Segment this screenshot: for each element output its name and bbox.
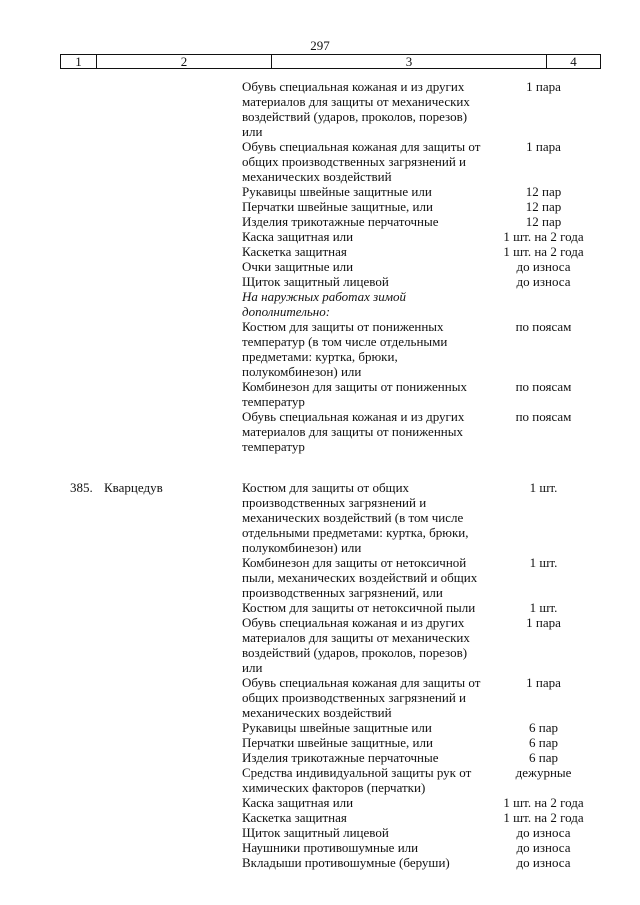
item-description: или — [242, 124, 263, 139]
item-description: материалов для защиты от пониженных — [242, 424, 463, 439]
header-col-1: 1 — [61, 55, 97, 68]
item-quantity: 1 шт. — [529, 600, 558, 615]
table-row — [0, 480, 640, 495]
table-row — [0, 735, 640, 750]
table-row — [0, 199, 640, 214]
table-row — [0, 765, 640, 780]
table-row — [0, 334, 640, 349]
item-description: Перчатки швейные защитные, или — [242, 735, 433, 750]
item-description: отдельными предметами: куртка, брюки, — [242, 525, 469, 540]
item-quantity: до износа — [516, 840, 571, 855]
item-description: Каска защитная или — [242, 229, 354, 244]
table-row — [0, 810, 640, 825]
item-description: Очки защитные или — [242, 259, 354, 274]
table-row — [0, 795, 640, 810]
item-description: Обувь специальная кожаная и из других — [242, 79, 465, 94]
item-description: Перчатки швейные защитные, или — [242, 199, 433, 214]
table-row — [0, 169, 640, 184]
table-row — [0, 645, 640, 660]
item-description: Каска защитная или — [242, 795, 354, 810]
item-description: химических факторов (перчатки) — [242, 780, 426, 795]
table-row — [0, 184, 640, 199]
item-quantity: до износа — [516, 259, 571, 274]
item-quantity: до износа — [516, 825, 571, 840]
item-quantity: 1 пара — [526, 615, 561, 630]
item-description: механических воздействий — [242, 705, 392, 720]
table-row — [0, 379, 640, 394]
table-row — [0, 244, 640, 259]
table-row — [0, 570, 640, 585]
item-description: материалов для защиты от механических — [242, 630, 470, 645]
item-description: Наушники противошумные или — [242, 840, 419, 855]
item-description: предметами: куртка, брюки, — [242, 349, 398, 364]
table-row — [0, 630, 640, 645]
item-quantity: 1 шт. на 2 года — [503, 810, 584, 825]
item-description: механических воздействий — [242, 169, 392, 184]
table-header — [60, 54, 601, 69]
profession-name: Кварцедув — [104, 480, 163, 495]
item-quantity: 1 пара — [526, 675, 561, 690]
item-quantity: по поясам — [515, 409, 572, 424]
item-quantity: 1 шт. — [529, 555, 558, 570]
table-row — [0, 319, 640, 334]
item-quantity: 1 пара — [526, 79, 561, 94]
table-row — [0, 660, 640, 675]
table-row — [0, 720, 640, 735]
table-row — [0, 840, 640, 855]
item-quantity: 1 шт. на 2 года — [503, 244, 584, 259]
table-row — [0, 394, 640, 409]
item-description: производственных загрязнений, или — [242, 585, 443, 600]
item-description: Вкладыши противошумные (беруши) — [242, 855, 450, 870]
header-col-2: 2 — [97, 55, 272, 68]
item-description: Изделия трикотажные перчаточные — [242, 214, 439, 229]
item-description: Рукавицы швейные защитные или — [242, 184, 432, 199]
item-quantity: 12 пар — [525, 214, 562, 229]
table-row — [0, 705, 640, 720]
item-description: температур — [242, 439, 305, 454]
item-description: Щиток защитный лицевой — [242, 825, 389, 840]
table-row — [0, 439, 640, 454]
item-quantity: 1 пара — [526, 139, 561, 154]
row-number: 385. — [70, 480, 93, 495]
table-row — [0, 424, 640, 439]
item-description: дополнительно: — [242, 304, 331, 319]
item-quantity: по поясам — [515, 319, 572, 334]
item-description: Обувь специальная кожаная и из других — [242, 615, 465, 630]
item-description: Каскетка защитная — [242, 810, 347, 825]
table-row — [0, 675, 640, 690]
header-col-4: 4 — [570, 54, 577, 69]
page-number: 297 — [310, 38, 330, 53]
item-quantity: 1 шт. — [529, 480, 558, 495]
table-row — [0, 690, 640, 705]
item-description: полукомбинезон) или — [242, 364, 362, 379]
item-quantity: 12 пар — [525, 184, 562, 199]
table-row — [0, 409, 640, 424]
item-quantity: 1 шт. на 2 года — [503, 229, 584, 244]
table-row — [0, 304, 640, 319]
table-row — [0, 585, 640, 600]
item-quantity: 12 пар — [525, 199, 562, 214]
item-quantity: дежурные — [515, 765, 572, 780]
table-row — [0, 555, 640, 570]
item-description: Костюм для защиты от пониженных — [242, 319, 444, 334]
item-quantity: по поясам — [515, 379, 572, 394]
item-quantity: 6 пар — [529, 720, 558, 735]
item-quantity: 1 шт. на 2 года — [503, 795, 584, 810]
table-row — [0, 525, 640, 540]
item-description: Рукавицы швейные защитные или — [242, 720, 432, 735]
table-row — [0, 825, 640, 840]
item-description: Изделия трикотажные перчаточные — [242, 750, 439, 765]
item-description: Щиток защитный лицевой — [242, 274, 389, 289]
table-row — [0, 214, 640, 229]
item-quantity: 6 пар — [529, 735, 558, 750]
item-description: На наружных работах зимой — [242, 289, 407, 304]
table-row — [0, 259, 640, 274]
table-row — [0, 109, 640, 124]
item-description: воздействий (ударов, проколов, порезов) — [242, 109, 468, 124]
table-row — [0, 94, 640, 109]
table-row — [0, 124, 640, 139]
item-description: Обувь специальная кожаная и из других — [242, 409, 465, 424]
item-description: Каскетка защитная — [242, 244, 347, 259]
item-description: общих производственных загрязнений и — [242, 690, 467, 705]
table-row — [0, 600, 640, 615]
item-description: Комбинезон для защиты от нетоксичной — [242, 555, 467, 570]
table-row — [0, 79, 640, 94]
item-description: Обувь специальная кожаная для защиты от — [242, 675, 481, 690]
item-quantity: до износа — [516, 855, 571, 870]
table-row — [0, 780, 640, 795]
item-description: Костюм для защиты от общих — [242, 480, 410, 495]
table-row — [0, 495, 640, 510]
table-row — [0, 139, 640, 154]
table-row — [0, 615, 640, 630]
table-row — [0, 855, 640, 870]
table-row — [0, 349, 640, 364]
table-row — [0, 289, 640, 304]
item-description: температур (в том числе отдельными — [242, 334, 448, 349]
table-row — [0, 510, 640, 525]
item-description: полукомбинезон) или — [242, 540, 362, 555]
item-description: механических воздействий (в том числе — [242, 510, 464, 525]
item-description: пыли, механических воздействий и общих — [242, 570, 478, 585]
item-quantity: 6 пар — [529, 750, 558, 765]
header-col-3: 3 — [272, 55, 547, 68]
item-description: материалов для защиты от механических — [242, 94, 470, 109]
item-description: Комбинезон для защиты от пониженных — [242, 379, 467, 394]
table-row — [0, 229, 640, 244]
table-row — [0, 540, 640, 555]
item-quantity: до износа — [516, 274, 571, 289]
item-description: Средства индивидуальной защиты рук от — [242, 765, 472, 780]
item-description: воздействий (ударов, проколов, порезов) — [242, 645, 468, 660]
item-description: Обувь специальная кожаная для защиты от — [242, 139, 481, 154]
item-description: температур — [242, 394, 305, 409]
item-description: Костюм для защиты от нетоксичной пыли — [242, 600, 476, 615]
item-description: производственных загрязнений и — [242, 495, 427, 510]
table-row — [0, 154, 640, 169]
table-row — [0, 364, 640, 379]
table-row — [0, 750, 640, 765]
item-description: общих производственных загрязнений и — [242, 154, 467, 169]
item-description: или — [242, 660, 263, 675]
table-row — [0, 274, 640, 289]
